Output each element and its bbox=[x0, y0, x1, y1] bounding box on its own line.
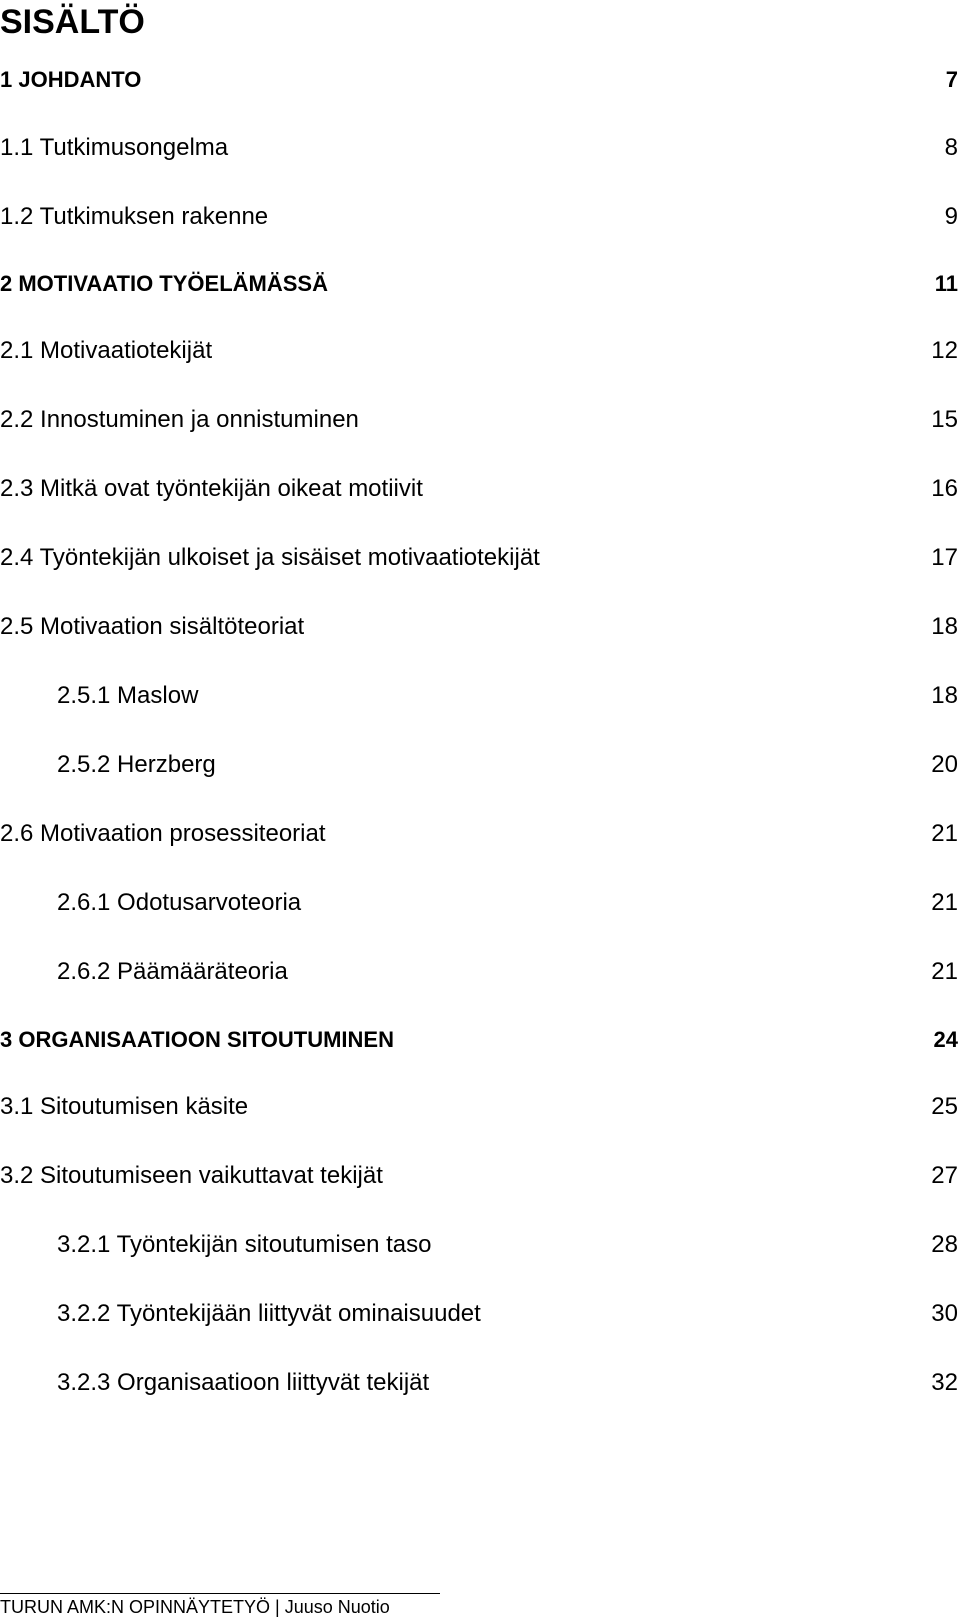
toc-entry-page: 15 bbox=[931, 406, 958, 433]
toc-entry-text: 1.1 Tutkimusongelma bbox=[0, 134, 229, 161]
toc-entry-page: 21 bbox=[931, 958, 958, 985]
toc-entry bbox=[0, 1297, 958, 1331]
toc-entry-page: 11 bbox=[934, 271, 958, 296]
toc-entry-text: 1.2 Tutkimuksen rakenne bbox=[0, 203, 269, 230]
toc-entry bbox=[0, 472, 958, 506]
toc-entry-page: 24 bbox=[933, 1027, 958, 1052]
toc-entry-page: 30 bbox=[931, 1300, 958, 1327]
toc-entry bbox=[0, 63, 958, 97]
toc-entry bbox=[0, 886, 958, 920]
toc-entry-page: 16 bbox=[931, 475, 958, 502]
toc-entry-page: 25 bbox=[931, 1093, 958, 1120]
toc-entry-page: 32 bbox=[931, 1369, 958, 1396]
toc-entry-page: 8 bbox=[944, 134, 958, 161]
toc-entry-page: 12 bbox=[931, 337, 958, 364]
toc-entry bbox=[0, 748, 958, 782]
toc-entry bbox=[0, 1159, 958, 1193]
toc-entry bbox=[0, 1366, 958, 1400]
toc-entry bbox=[0, 1023, 958, 1057]
toc-entry bbox=[0, 541, 958, 575]
toc-entry bbox=[0, 955, 958, 989]
toc-entry bbox=[0, 679, 958, 713]
page-footer: TURUN AMK:N OPINNÄYTETYÖ | Juuso Nuotio bbox=[0, 1597, 390, 1617]
toc-entry-page: 21 bbox=[931, 889, 958, 916]
toc-entry bbox=[0, 1090, 958, 1124]
toc-entry-text: 3.2.2 Työntekijään liittyvät ominaisuudet bbox=[57, 1300, 481, 1327]
toc-entry-page: 18 bbox=[931, 682, 958, 709]
toc-entry-text: 3.1 Sitoutumisen käsite bbox=[0, 1093, 249, 1120]
toc-entry bbox=[0, 131, 958, 165]
toc-entry bbox=[0, 200, 958, 234]
toc-entry bbox=[0, 267, 958, 301]
toc-entry-page: 17 bbox=[931, 544, 958, 571]
toc-entry-text: 2.6.1 Odotusarvoteoria bbox=[57, 889, 302, 916]
footer-divider bbox=[0, 1593, 440, 1594]
toc-entry-text: 3.2.1 Työntekijän sitoutumisen taso bbox=[57, 1231, 432, 1258]
toc-entry-text: 2.5.1 Maslow bbox=[57, 682, 199, 709]
toc-entry-text: 2.5 Motivaation sisältöteoriat bbox=[0, 613, 305, 640]
toc-entry-page: 28 bbox=[931, 1231, 958, 1258]
toc-entry bbox=[0, 817, 958, 851]
toc-entry-text: 2.3 Mitkä ovat työntekijän oikeat motiivit bbox=[0, 475, 423, 502]
toc-entry-text: 2.2 Innostuminen ja onnistuminen bbox=[0, 406, 359, 433]
toc-entry-text: 2.6 Motivaation prosessiteoriat bbox=[0, 820, 326, 847]
page-title: SISÄLTÖ bbox=[0, 3, 145, 41]
toc-entry-text: 2.6.2 Päämääräteoria bbox=[57, 958, 288, 985]
toc-entry-text: 2.1 Motivaatiotekijät bbox=[0, 337, 213, 364]
toc-entry-text: 2.4 Työntekijän ulkoiset ja sisäiset motivaatiotekijät bbox=[0, 544, 540, 571]
toc-entry-text: 3.2.3 Organisaatioon liittyvät tekijät bbox=[57, 1369, 430, 1396]
toc-entry bbox=[0, 403, 958, 437]
toc-entry-text: 1 JOHDANTO bbox=[0, 67, 142, 92]
toc-entry bbox=[0, 1228, 958, 1262]
toc-entry bbox=[0, 334, 958, 368]
toc-entry-page: 21 bbox=[931, 820, 958, 847]
toc-entry-page: 27 bbox=[931, 1162, 958, 1189]
toc-entry-text: 3.2 Sitoutumiseen vaikuttavat tekijät bbox=[0, 1162, 383, 1189]
toc-entry-page: 7 bbox=[945, 67, 958, 92]
toc-entry-text: 3 ORGANISAATIOON SITOUTUMINEN bbox=[0, 1027, 394, 1052]
toc-entry-page: 20 bbox=[931, 751, 958, 778]
toc-entry-text: 2.5.2 Herzberg bbox=[57, 751, 216, 778]
toc-entry-page: 9 bbox=[944, 203, 958, 230]
toc-entry-text: 2 MOTIVAATIO TYÖELÄMÄSSÄ bbox=[0, 271, 328, 296]
toc-entry bbox=[0, 610, 958, 644]
toc-entry-page: 18 bbox=[931, 613, 958, 640]
